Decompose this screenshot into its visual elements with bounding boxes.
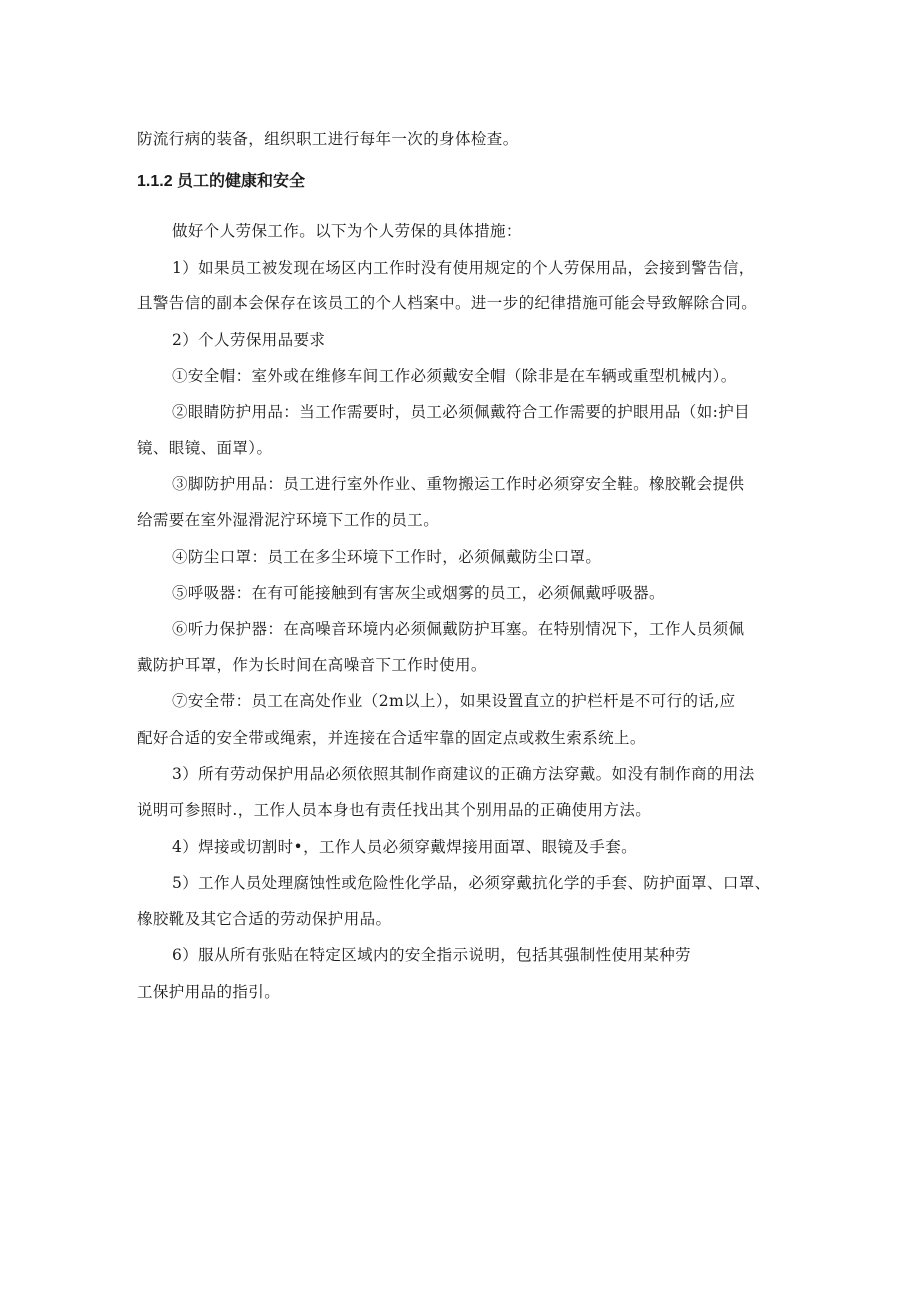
paragraph-line: 做好个人劳保工作。以下为个人劳保的具体措施： bbox=[172, 222, 522, 240]
paragraph-line: 配好合适的安全带或绳索，并连接在合适牢靠的固定点或救生索系统上。 bbox=[137, 729, 646, 747]
paragraph-line: ①安全帽：室外或在维修车间工作必须戴安全帽（除非是在车辆或重型机械内）。 bbox=[172, 367, 737, 385]
paragraph-line: 镜、眼镜、面罩）。 bbox=[137, 439, 273, 457]
paragraph-line: 工保护用品的指引。 bbox=[137, 983, 281, 1001]
paragraph-line: 且警告信的副本会保存在该员工的个人档案中。进一步的纪律措施可能会导致解除合同。 bbox=[137, 294, 758, 312]
paragraph-line: ④防尘口罩：员工在多尘环境下工作时，必须佩戴防尘口罩。 bbox=[172, 548, 602, 566]
section-heading: 1.1.2 员工的健康和安全 bbox=[137, 173, 306, 190]
paragraph-line: 戴防护耳罩，作为长时间在高噪音下工作时使用。 bbox=[137, 656, 487, 674]
paragraph-line: 2）个人劳保用品要求 bbox=[172, 331, 326, 349]
paragraph-line: ⑥听力保护器：在高噪音环境内必须佩戴防护耳塞。在特别情况下，工作人员须佩 bbox=[172, 620, 745, 638]
paragraph-line: 橡胶靴及其它合适的劳动保护用品。 bbox=[137, 910, 392, 928]
paragraph-line: ③脚防护用品：员工进行室外作业、重物搬运工作时必须穿安全鞋。橡胶靴会提供 bbox=[172, 475, 745, 493]
paragraph-line: 1）如果员工被发现在场区内工作时没有使用规定的个人劳保用品，会接到警告信， bbox=[172, 259, 755, 277]
paragraph-line: 给需要在室外湿滑泥泞环境下工作的员工。 bbox=[137, 511, 440, 529]
paragraph-line: 3）所有劳动保护用品必须依照其制作商建议的正确方法穿戴。如没有制作商的用法 bbox=[172, 765, 755, 783]
paragraph-line: 4）焊接或切割时•，工作人员必须穿戴焊接用面罩、眼镜及手套。 bbox=[172, 838, 638, 856]
paragraph-line: 防流行病的装备，组织职工进行每年一次的身体检查。 bbox=[137, 130, 519, 148]
paragraph-line: ⑤呼吸器：在有可能接触到有害灰尘或烟雾的员工，必须佩戴呼吸器。 bbox=[172, 584, 665, 602]
paragraph-line: ⑦安全带：员工在高处作业（2m以上），如果设置直立的护栏杆是不可行的话,应 bbox=[172, 692, 736, 710]
paragraph-line: ②眼睛防护用品：当工作需要时，员工必须佩戴符合工作需要的护眼用品（如:护目 bbox=[172, 403, 751, 421]
paragraph-line: 5）工作人员处理腐蚀性或危险性化学品，必须穿戴抗化学的手套、防护面罩、口罩、 bbox=[172, 874, 771, 892]
paragraph-line: 说明可参照时.，工作人员本身也有责任找出其个别用品的正确使用方法。 bbox=[137, 801, 652, 819]
paragraph-line: 6）服从所有张贴在特定区域内的安全指示说明，包括其强制性使用某种劳 bbox=[172, 946, 692, 964]
